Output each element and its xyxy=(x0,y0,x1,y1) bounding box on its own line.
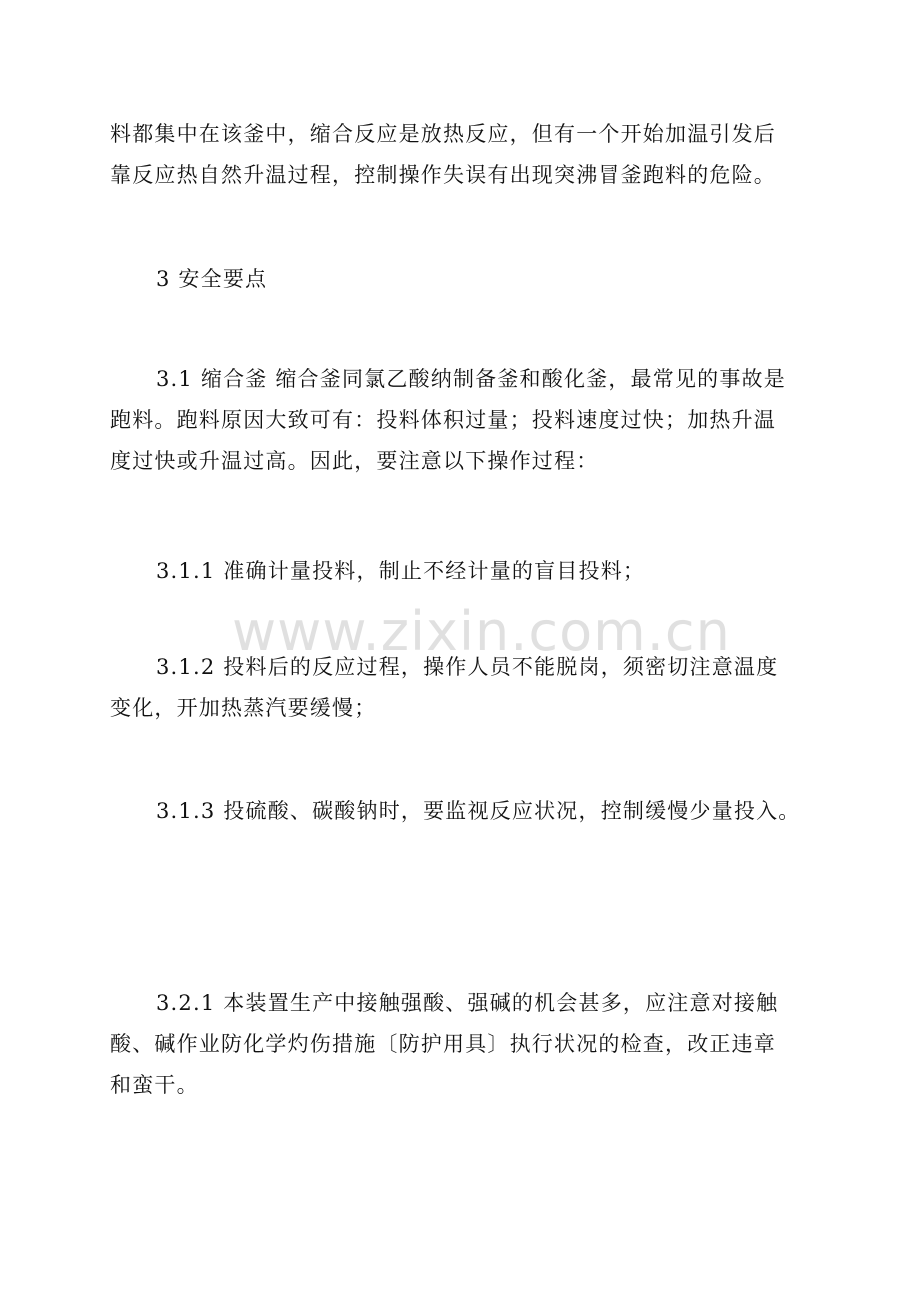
text-line: 3.1.2 投料后的反应过程，操作人员不能脱岗，须密切注意温度 xyxy=(156,655,779,679)
text-line: 变化，开加热蒸汽要缓慢； xyxy=(110,696,377,720)
text-line: 和蛮干。 xyxy=(110,1073,199,1097)
text-line: 跑料。跑料原因大致可有：投料体积过量；投料速度过快；加热升温 xyxy=(110,408,776,432)
paragraph-3-1-3 xyxy=(110,791,812,832)
text-line: 靠反应热自然升温过程，控制操作失误有出现突沸冒釜跑料的危险。 xyxy=(110,163,776,187)
text-line: 3.2.1 本装置生产中接触强酸、强碱的机会甚多，应注意对接触 xyxy=(156,991,779,1015)
watermark: www.zixin.com.cn xyxy=(232,600,731,663)
text-line: 3.1.3 投硫酸、碳酸钠时，要监视反应状况，控制缓慢少量投入。 xyxy=(156,799,801,823)
paragraph-3-1-1 xyxy=(110,551,812,592)
paragraph-3-2-1 xyxy=(110,983,812,1106)
paragraph-3-1-2 xyxy=(110,647,812,729)
text-line: 酸、碱作业防化学灼伤措施〔防护用具〕执行状况的检查，改正违章 xyxy=(110,1032,776,1056)
text-line: 3.1.1 准确计量投料，制止不经计量的盲目投料； xyxy=(156,559,646,583)
paragraph-3-1 xyxy=(110,359,812,482)
paragraph-reaction-risk xyxy=(110,114,812,196)
text-line: 度过快或升温过高。因此，要注意以下操作过程： xyxy=(110,449,599,473)
text-line: 3.1 缩合釜 缩合釜同氯乙酸纳制备釜和酸化釜，最常见的事故是 xyxy=(156,367,786,391)
section-title: 3 安全要点 xyxy=(156,267,268,291)
section-heading-safety-points xyxy=(110,259,812,300)
text-line: 料都集中在该釜中，缩合反应是放热反应，但有一个开始加温引发后 xyxy=(110,122,776,146)
